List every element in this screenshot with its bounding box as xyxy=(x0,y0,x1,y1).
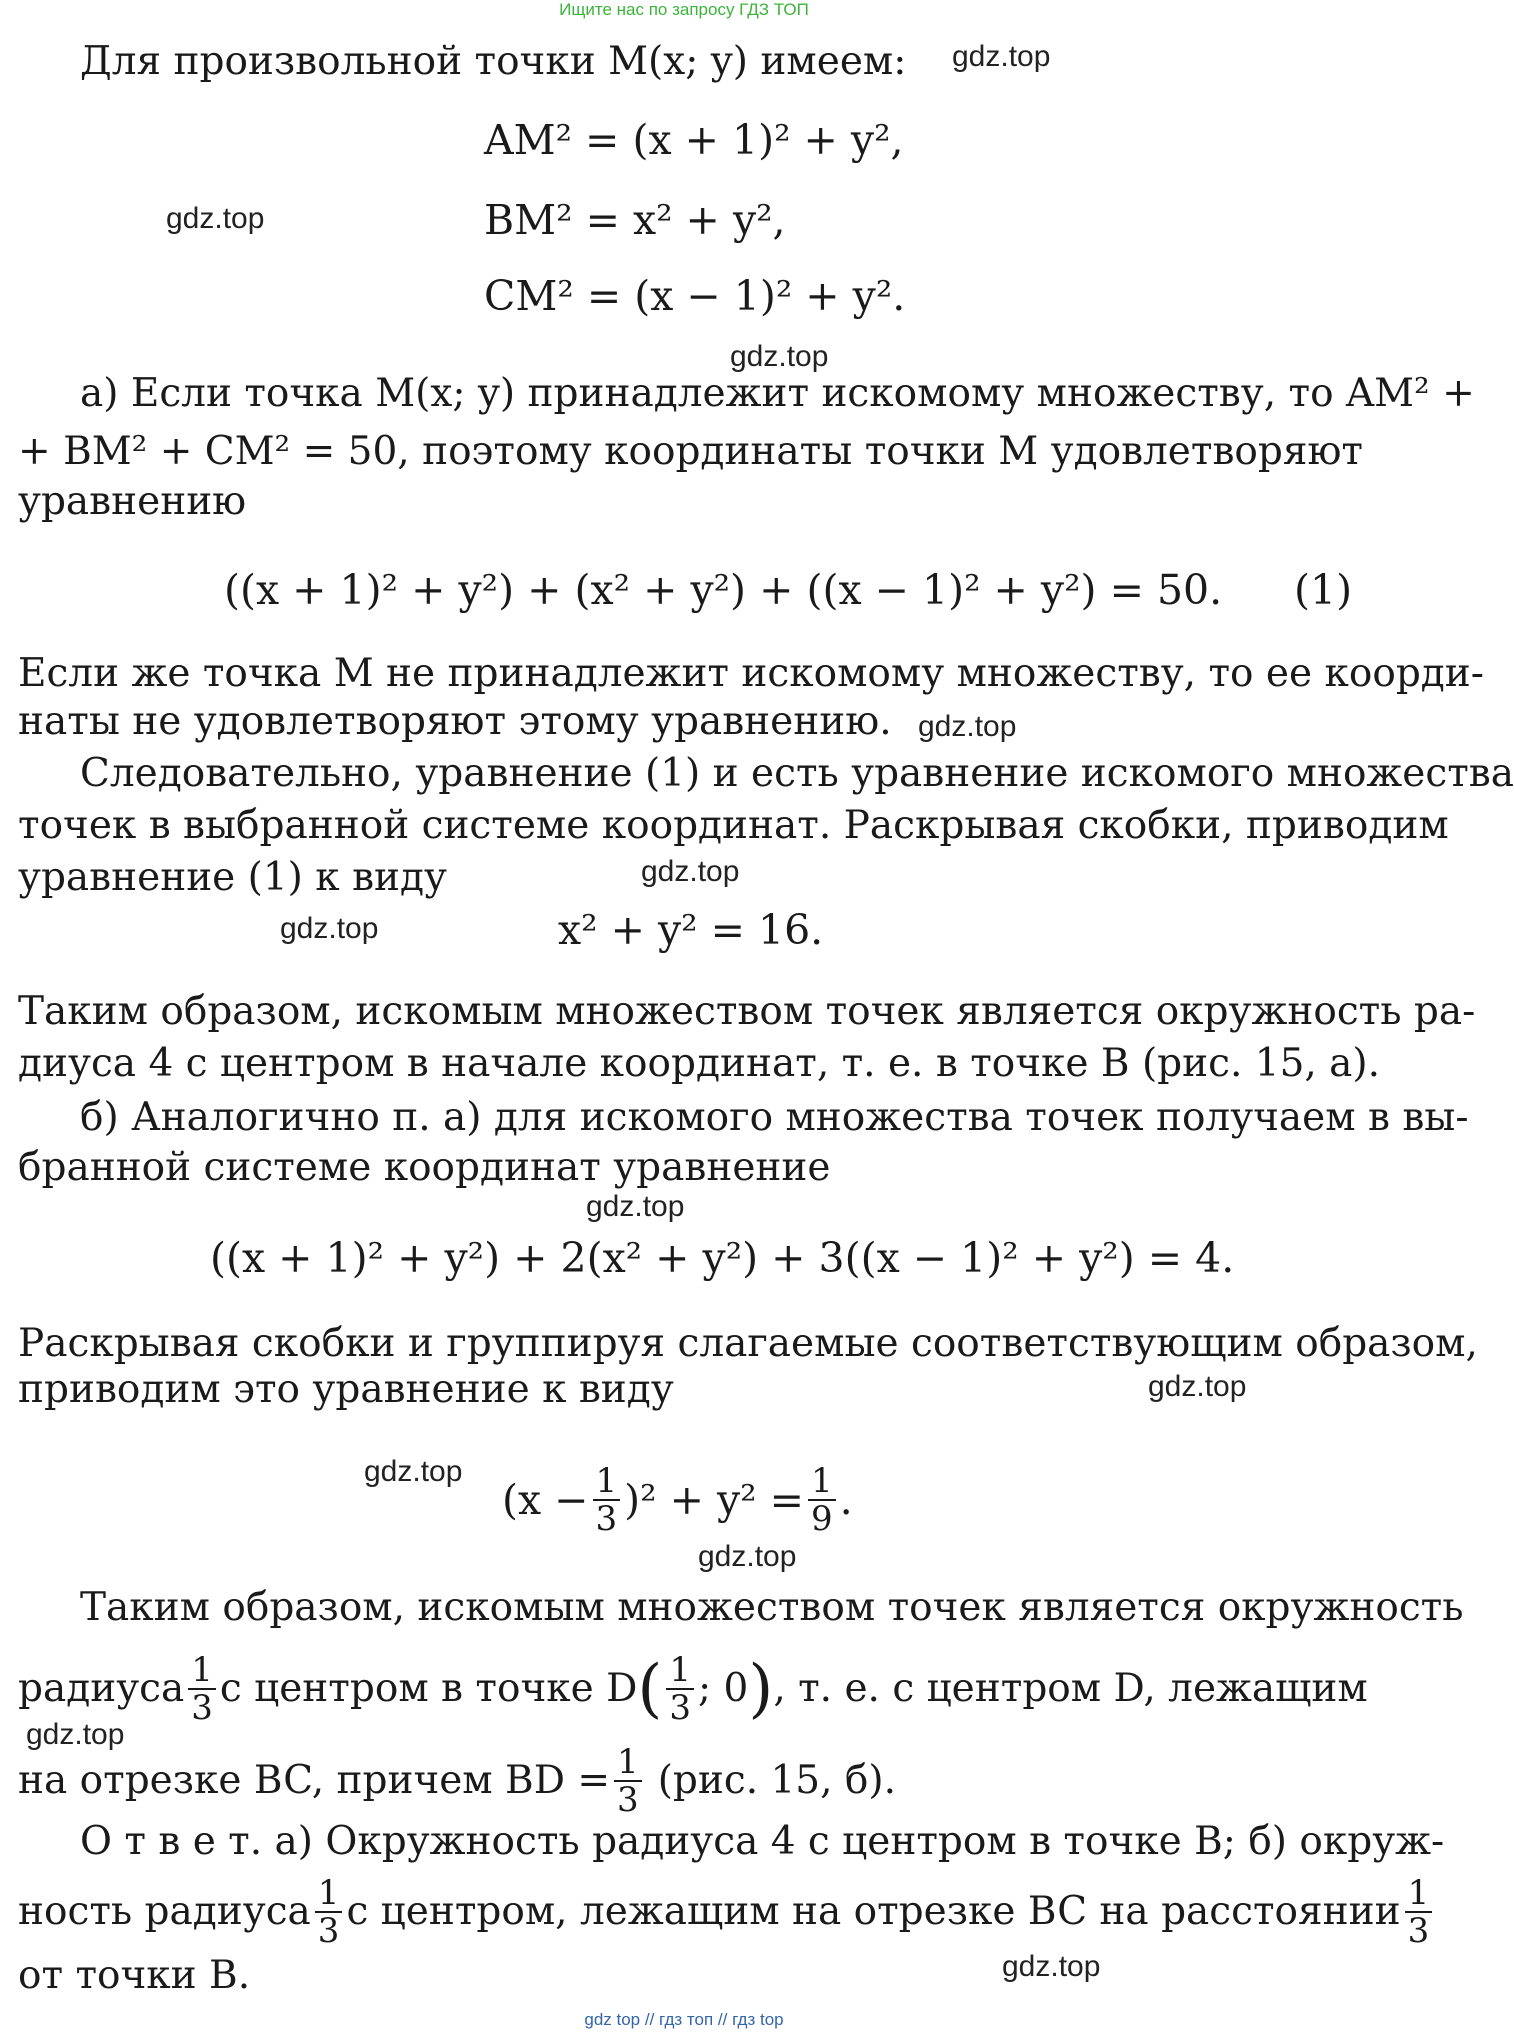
fraction-numerator: 1 xyxy=(315,1875,343,1913)
p6-center-d: , т. е. с центром D, лежащим xyxy=(773,1666,1368,1711)
paragraph-2-line-1: Если же точка M не принадлежит искомому множеству, то ее коорди- xyxy=(18,651,1484,696)
paragraph-3-line-1: Следовательно, уравнение (1) и есть уравнение искомого множества xyxy=(80,751,1514,796)
footer-link-3[interactable]: гдз top xyxy=(732,2010,784,2029)
fraction-one-third xyxy=(593,1463,621,1537)
watermark: gdz.top xyxy=(1002,1950,1101,1983)
equation-4-part-a: (x − xyxy=(502,1476,589,1524)
fraction-numerator: 1 xyxy=(593,1463,621,1501)
equation-am: AM² = (x + 1)² + y², xyxy=(484,116,904,164)
answer-line-3: от точки B. xyxy=(18,1953,251,1998)
watermark: gdz.top xyxy=(1148,1370,1247,1403)
footer-link-2[interactable]: гдз топ xyxy=(659,2010,714,2029)
part-a-line-2: + BM² + CM² = 50, поэтому координаты точки M удовлетворяют xyxy=(18,429,1363,474)
watermark: gdz.top xyxy=(698,1540,797,1573)
part-b-line-2: бранной системе координат уравнение xyxy=(18,1145,831,1190)
answer-line-2 xyxy=(18,1862,1430,1962)
watermark: gdz.top xyxy=(918,710,1017,743)
fraction-one-third xyxy=(188,1652,216,1726)
paragraph-2-line-2: наты не удовлетворяют этому уравнению. xyxy=(18,699,892,744)
fraction-denominator: 9 xyxy=(811,1499,833,1539)
fraction-denominator: 3 xyxy=(317,1911,340,1951)
paragraph-4-line-1: Таким образом, искомым множеством точек является окружность ра- xyxy=(18,989,1476,1034)
footer-separator: // xyxy=(717,2010,728,2029)
watermark: gdz.top xyxy=(26,1718,125,1751)
answer-center-text: с центром, лежащим на отрезке BC на расстоянии xyxy=(346,1889,1401,1934)
p6-segment-label: на отрезке BC, причем BD = xyxy=(18,1758,611,1803)
equation-1-number: (1) xyxy=(1294,566,1353,614)
watermark: gdz.top xyxy=(641,855,740,888)
footer-separator: // xyxy=(644,2010,655,2029)
paragraph-6-line-1: Таким образом, искомым множеством точек является окружность xyxy=(80,1585,1464,1630)
fraction-denominator: 3 xyxy=(595,1499,618,1539)
fraction-denominator: 3 xyxy=(617,1780,639,1820)
fraction-numerator: 1 xyxy=(666,1652,694,1690)
intro-line: Для произвольной точки M(x; y) имеем: xyxy=(80,39,907,84)
watermark: gdz.top xyxy=(364,1455,463,1488)
fraction-denominator: 3 xyxy=(669,1688,691,1728)
part-b-line-1: б) Аналогично п. а) для искомого множества точек получаем в вы- xyxy=(80,1095,1469,1140)
fraction-numerator: 1 xyxy=(614,1744,642,1782)
watermark: gdz.top xyxy=(280,912,379,945)
part-a-line-3: уравнению xyxy=(18,479,247,524)
fraction-one-third xyxy=(315,1875,343,1949)
fraction-denominator: 3 xyxy=(1407,1911,1430,1951)
paragraph-5-line-2: приводим это уравнение к виду xyxy=(18,1367,674,1412)
equation-bm: BM² = x² + y², xyxy=(484,196,786,244)
fraction-numerator: 1 xyxy=(188,1652,216,1690)
fraction-one-third xyxy=(666,1652,694,1726)
watermark: gdz.top xyxy=(586,1190,685,1223)
fraction-numerator: 1 xyxy=(808,1463,836,1501)
equation-2: x² + y² = 16. xyxy=(558,906,824,954)
footer-links xyxy=(0,2010,1368,2030)
p6-coord-rest: ; 0 xyxy=(697,1666,749,1711)
watermark: gdz.top xyxy=(730,340,829,373)
point-d-coords: ( $\frac{1}{3}$ ; 0 ) xyxy=(637,1650,774,1728)
equation-4-part-c: . xyxy=(839,1476,853,1524)
answer-line-1: О т в е т. а) Окружность радиуса 4 с центром в точке B; б) окруж- xyxy=(80,1819,1445,1864)
equation-4 xyxy=(502,1440,853,1560)
fraction-one-third xyxy=(614,1744,642,1818)
p6-center-label: с центром в точке D xyxy=(219,1666,638,1711)
equation-cm: CM² = (x − 1)² + y². xyxy=(484,272,906,320)
fraction-denominator: 3 xyxy=(191,1688,213,1728)
paragraph-3-line-2: точек в выбранной системе координат. Раскрывая скобки, приводим xyxy=(18,803,1449,848)
equation-1: ((x + 1)² + y²) + (x² + y²) + ((x − 1)² + y²) = 50. xyxy=(224,566,1223,614)
fraction-one-ninth xyxy=(808,1463,836,1537)
watermark: gdz.top xyxy=(952,40,1051,73)
p6-radius-label: радиуса xyxy=(18,1666,185,1711)
paragraph-5-line-1: Раскрывая скобки и группируя слагаемые соответствующим образом, xyxy=(18,1321,1478,1366)
paragraph-4-line-2: диуса 4 с центром в начале координат, т. е. в точке B (рис. 15, а). xyxy=(18,1041,1381,1086)
watermark: gdz.top xyxy=(166,202,265,235)
fraction-numerator: 1 xyxy=(1405,1875,1433,1913)
part-a-line-1: а) Если точка M(x; y) принадлежит искомому множеству, то AM² + xyxy=(80,371,1475,416)
header-search-link[interactable]: Ищите нас по запросу ГДЗ ТОП xyxy=(559,0,809,19)
paragraph-3-line-3: уравнение (1) к виду xyxy=(18,855,447,900)
answer-radius-label: ность радиуса xyxy=(18,1889,311,1934)
footer-link-1[interactable]: gdz top xyxy=(584,2010,641,2029)
equation-3: ((x + 1)² + y²) + 2(x² + y²) + 3((x − 1)² + y²) = 4. xyxy=(210,1234,1235,1282)
equation-4-part-b: )² + y² = xyxy=(624,1476,804,1524)
fraction-one-third xyxy=(1405,1875,1433,1949)
p6-figure-ref: (рис. 15, б). xyxy=(657,1758,897,1803)
